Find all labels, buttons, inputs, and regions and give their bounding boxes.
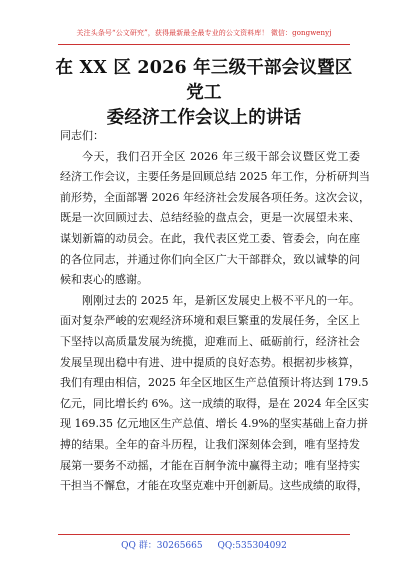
paragraph-line: 下坚持以高质量发展为统揽，迎难而上、砥砺前行，经济社会 [60,334,360,348]
paragraph-line: 今天，我们召开全区 2026 年三级干部会议暨区党工委 [82,149,360,163]
paragraph-line: 亿元，同比增长约 6%。这一成绩的取得，是在 2024 年全区实 [60,396,369,410]
salutation: 同志们： [60,129,104,142]
paragraph-1 [60,147,370,291]
paragraph-line: 现 169.35 亿元地区生产总值、增长 4.9%的坚实基础上奋力拼 [60,417,368,431]
footer-qq: QQ:535304092 [217,541,287,551]
paragraph-line: 刚刚过去的 2025 年，是新区发展史上极不平凡的一年。 [82,293,360,307]
document-body [60,126,370,497]
paragraph-line: 搏的结果。全年的奋斗历程，让我们深刻体会到，唯有坚持发 [60,437,360,451]
paragraph-line: 谋划新篇的动员会。在此，我代表区党工委、管委会，向在座 [60,231,360,245]
title-line-2: 委经济工作会议上的讲话 [106,108,302,128]
paragraph-2 [60,291,369,497]
paragraph-line: 候和衷心的感谢。 [60,273,148,287]
header-divider [58,44,350,45]
paragraph-line: 前形势，全面部署 2026 年经济社会发展各项任务。这次会议， [60,190,370,204]
footer-qq-group: QQ 群：30265665 [121,541,203,551]
paragraph-line: 发展呈现出稳中有进、进中提质的良好态势。根据初步核算， [60,355,360,369]
document-title [50,56,358,131]
paragraph-line: 我们有理由相信，2025 年全区地区生产总值预计将达到 179.5 [60,376,369,390]
title-line-1: 在 XX 区 2026 年三级干部会议暨区党工 [55,58,353,103]
paragraph-line: 的各位同志，并通过你们向全区广大干部群众，致以诚挚的问 [60,252,360,266]
paragraph-line: 面对复杂严峻的宏观经济环境和艰巨繁重的发展任务，全区上 [60,314,360,328]
paragraph-line: 经济工作会议，主要任务是回顾总结 2025 年工作，分析研判当 [60,170,370,184]
paragraph-line: 干担当不懈怠，才能在攻坚克难中开创新局。这些成绩的取得， [60,479,368,493]
footer-divider [58,534,350,535]
paragraph-line: 既是一次回顾过去、总结经验的盘点会，更是一次展望未来、 [60,211,360,225]
paragraph-line: 展第一要务不动摇，才能在百舸争流中赢得主动；唯有坚持实 [60,458,360,472]
footer [0,538,408,551]
header-banner: 关注头条号“公文研究”，获得最新最全最专业的公文资料库！ 微信：gongwenyj [76,29,332,37]
